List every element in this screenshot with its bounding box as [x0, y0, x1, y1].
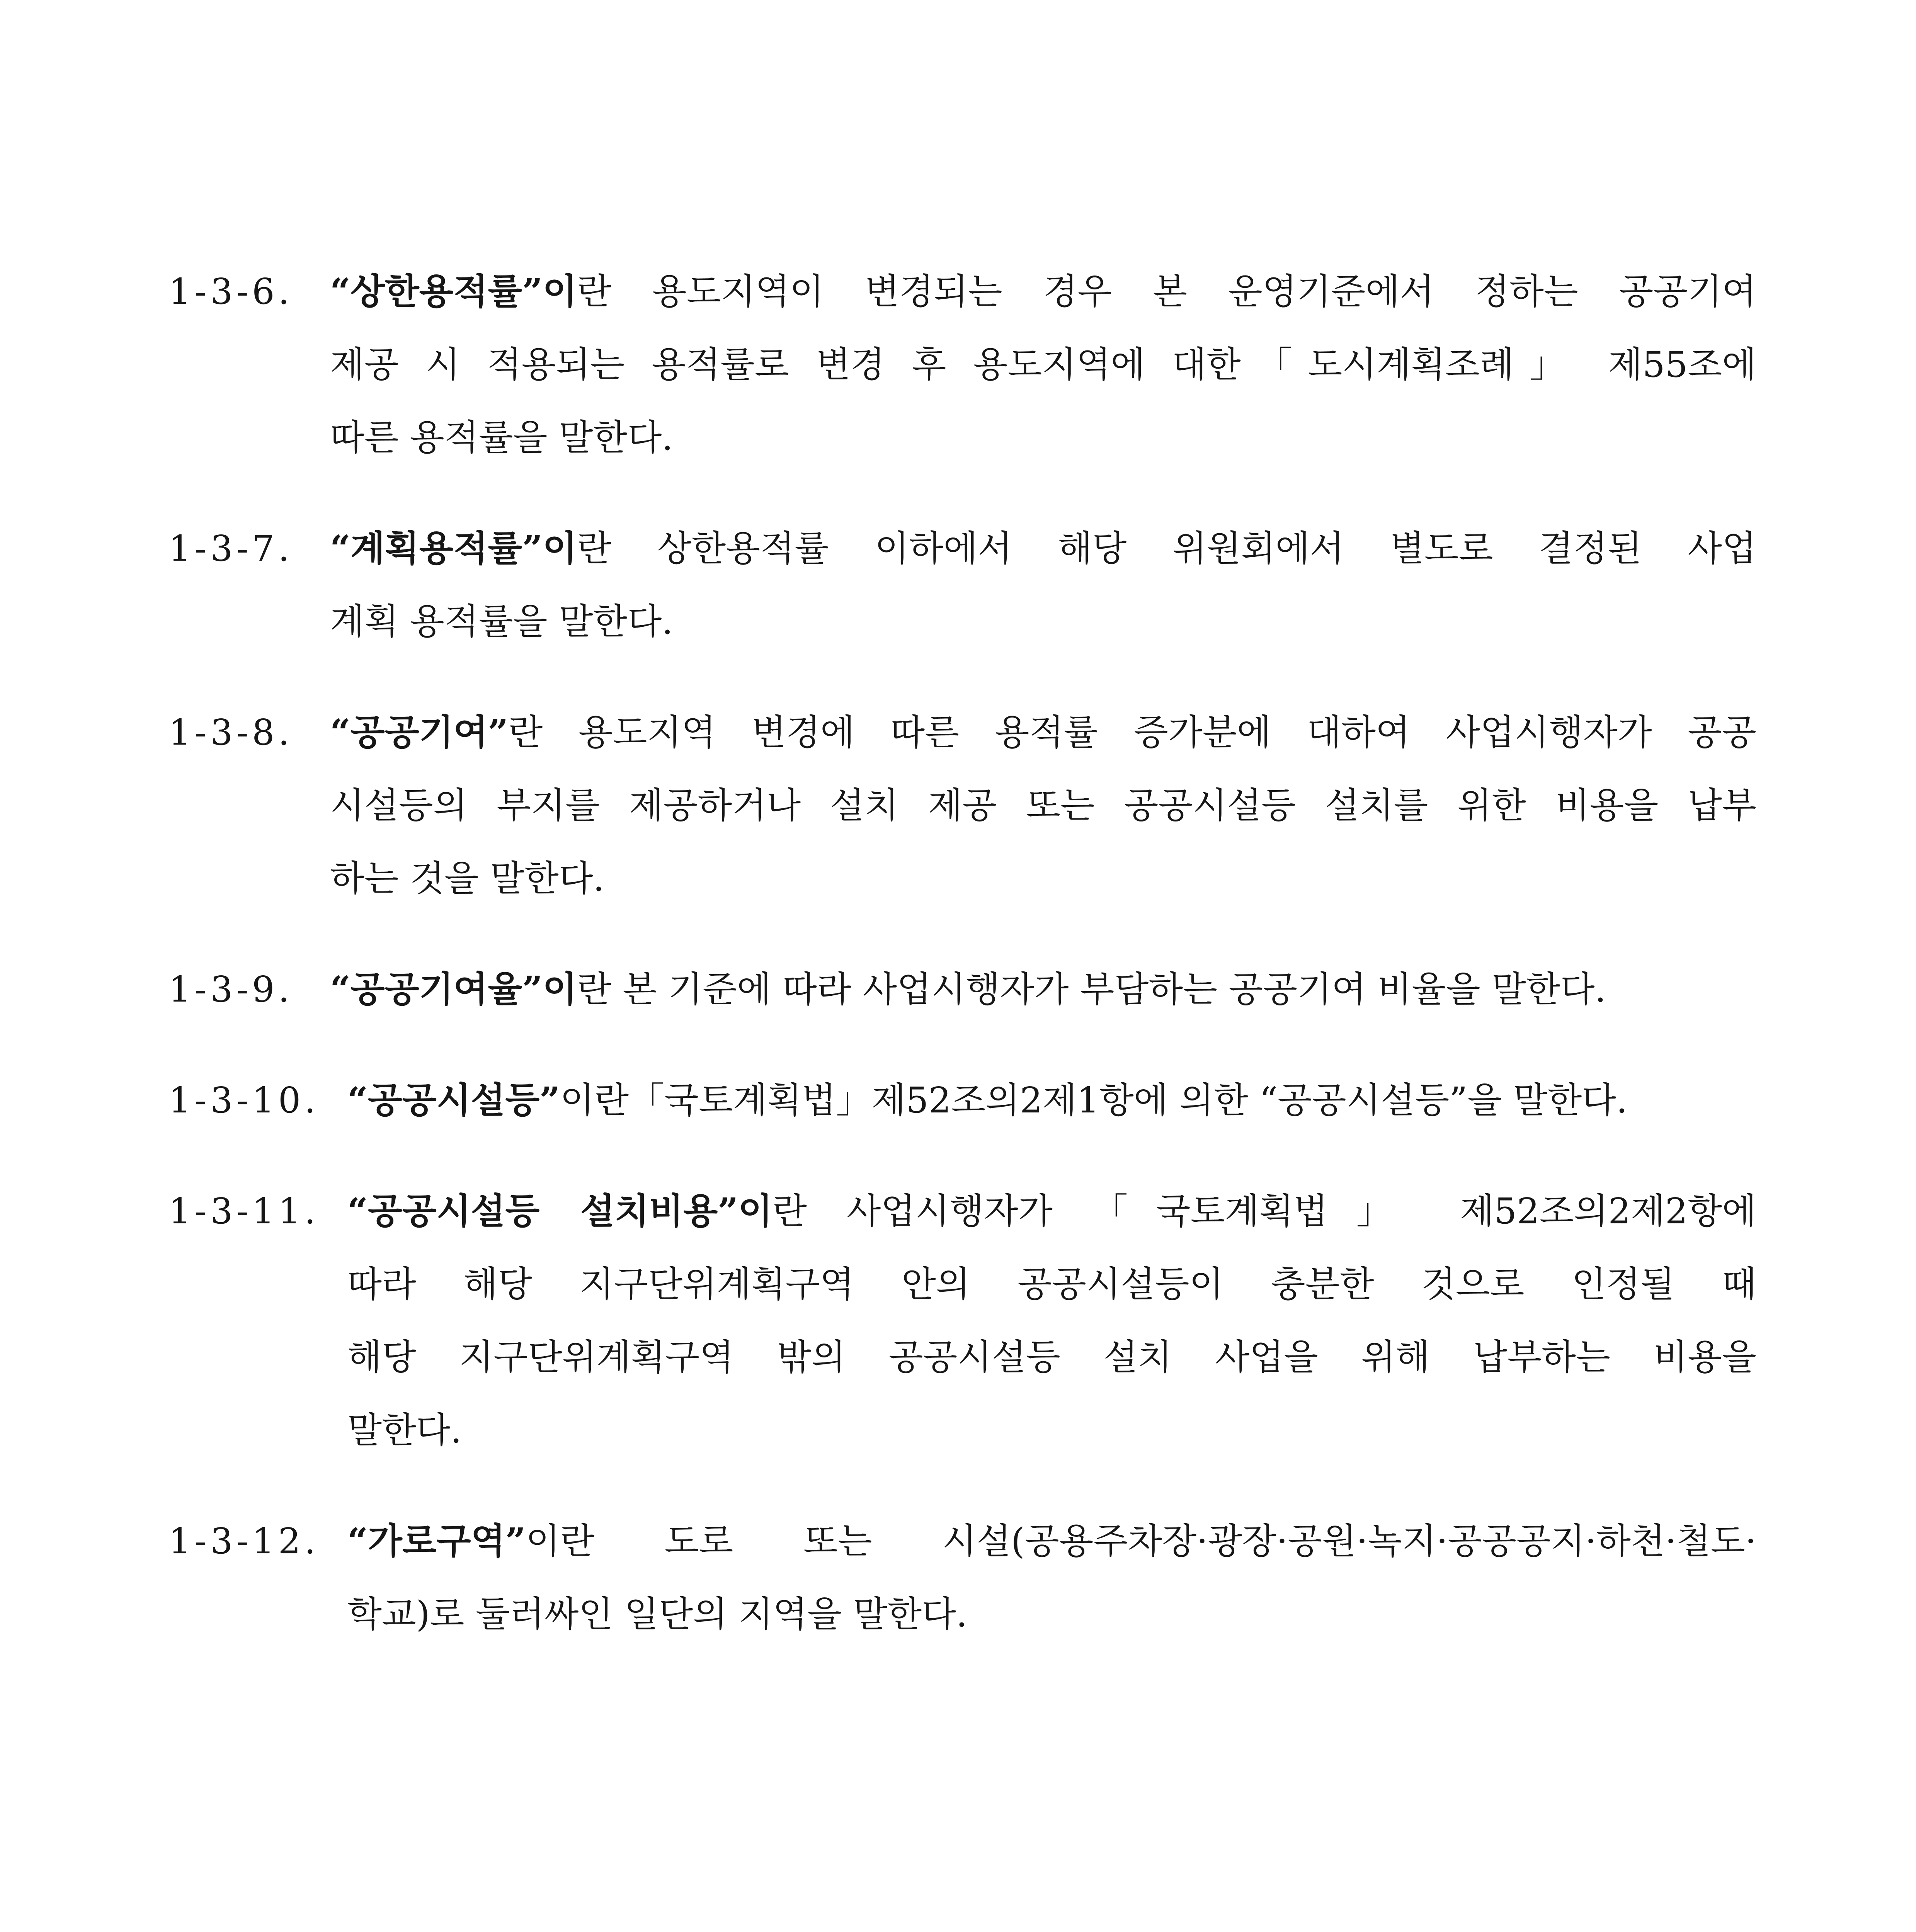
item-text: [347, 1175, 1756, 1467]
text-line: 하는 것을 말한다.: [330, 858, 604, 899]
item-text: [330, 512, 1756, 658]
text-line: [347, 1505, 1756, 1578]
item-text: [347, 1064, 1756, 1137]
text-line: 말한다.: [347, 1410, 462, 1451]
item-number: 1-3-12.: [168, 1520, 319, 1562]
text-line: 따른 용적률을 말한다.: [330, 417, 673, 458]
text-line: 해당 지구단위계획구역 밖의 공공시설등 설치 사업을 위해 납부하는 비용을: [347, 1337, 1756, 1378]
item-number: 1-3-10.: [168, 1080, 319, 1121]
text-line: [330, 255, 1756, 328]
text-segment: 이란 도로 또는 시설(공용주차장·광장·공원·녹지·공공공지·하천·철도·: [526, 1520, 1756, 1562]
item-text: [330, 255, 1756, 474]
definition-item-1-3-10: [168, 1064, 1756, 1137]
text-line: 제공 시 적용되는 용적률로 변경 후 용도지역에 대한「도시계획조례」 제55조에: [330, 344, 1756, 385]
defined-term: “공공시설등”: [347, 1079, 560, 1121]
text-line: [330, 953, 1756, 1026]
item-text: [330, 696, 1756, 915]
definition-item-1-3-12: [168, 1505, 1756, 1651]
text-segment: 란 상한용적률 이하에서 해당 위원회에서 별도로 결정된 사업: [577, 528, 1756, 569]
definition-item-1-3-6: [168, 255, 1756, 474]
text-line: [330, 512, 1756, 585]
item-text: [330, 953, 1756, 1026]
defined-term: “공공시설등 설치비용”이: [347, 1190, 773, 1232]
defined-term: “가로구역”: [347, 1520, 526, 1562]
defined-term: “계획용적률”이: [330, 527, 577, 569]
text-line: [347, 1175, 1756, 1248]
definition-item-1-3-7: [168, 512, 1756, 658]
item-number: 1-3-9.: [168, 969, 293, 1010]
definition-item-1-3-9: [168, 953, 1756, 1026]
text-segment: 란 사업시행자가 「국토계획법」 제52조의2제2항에: [773, 1190, 1756, 1232]
text-line: 학교)로 둘러싸인 일단의 지역을 말한다.: [347, 1594, 968, 1635]
definition-item-1-3-11: [168, 1175, 1756, 1467]
text-line: 따라 해당 지구단위계획구역 안의 공공시설등이 충분한 것으로 인정될 때: [347, 1264, 1756, 1305]
definitions-list: [168, 255, 1756, 1689]
text-line: [330, 696, 1756, 769]
text-segment: 이란「국토계획법」제52조의2제1항에 의한 “공공시설등”을 말한다.: [560, 1080, 1628, 1121]
defined-term: “공공기여율”이: [330, 968, 577, 1010]
text-segment: 란 용도지역이 변경되는 경우 본 운영기준에서 정하는 공공기여: [577, 271, 1756, 312]
text-segment: 란 본 기준에 따라 사업시행자가 부담하는 공공기여 비율을 말한다.: [577, 969, 1606, 1010]
text-line: 시설등의 부지를 제공하거나 설치 제공 또는 공공시설등 설치를 위한 비용을 납부: [330, 785, 1756, 826]
item-number: 1-3-7.: [168, 528, 293, 569]
text-line: [347, 1064, 1756, 1137]
definition-item-1-3-8: [168, 696, 1756, 915]
text-line: 계획 용적률을 말한다.: [330, 601, 673, 642]
item-number: 1-3-6.: [168, 271, 293, 312]
defined-term: “상한용적률”이: [330, 270, 577, 312]
item-number: 1-3-11.: [168, 1190, 319, 1232]
defined-term: “공공기여”: [330, 711, 509, 753]
text-segment: 란 용도지역 변경에 따른 용적률 증가분에 대하여 사업시행자가 공공: [508, 712, 1756, 753]
item-number: 1-3-8.: [168, 712, 293, 753]
item-text: [347, 1505, 1756, 1651]
